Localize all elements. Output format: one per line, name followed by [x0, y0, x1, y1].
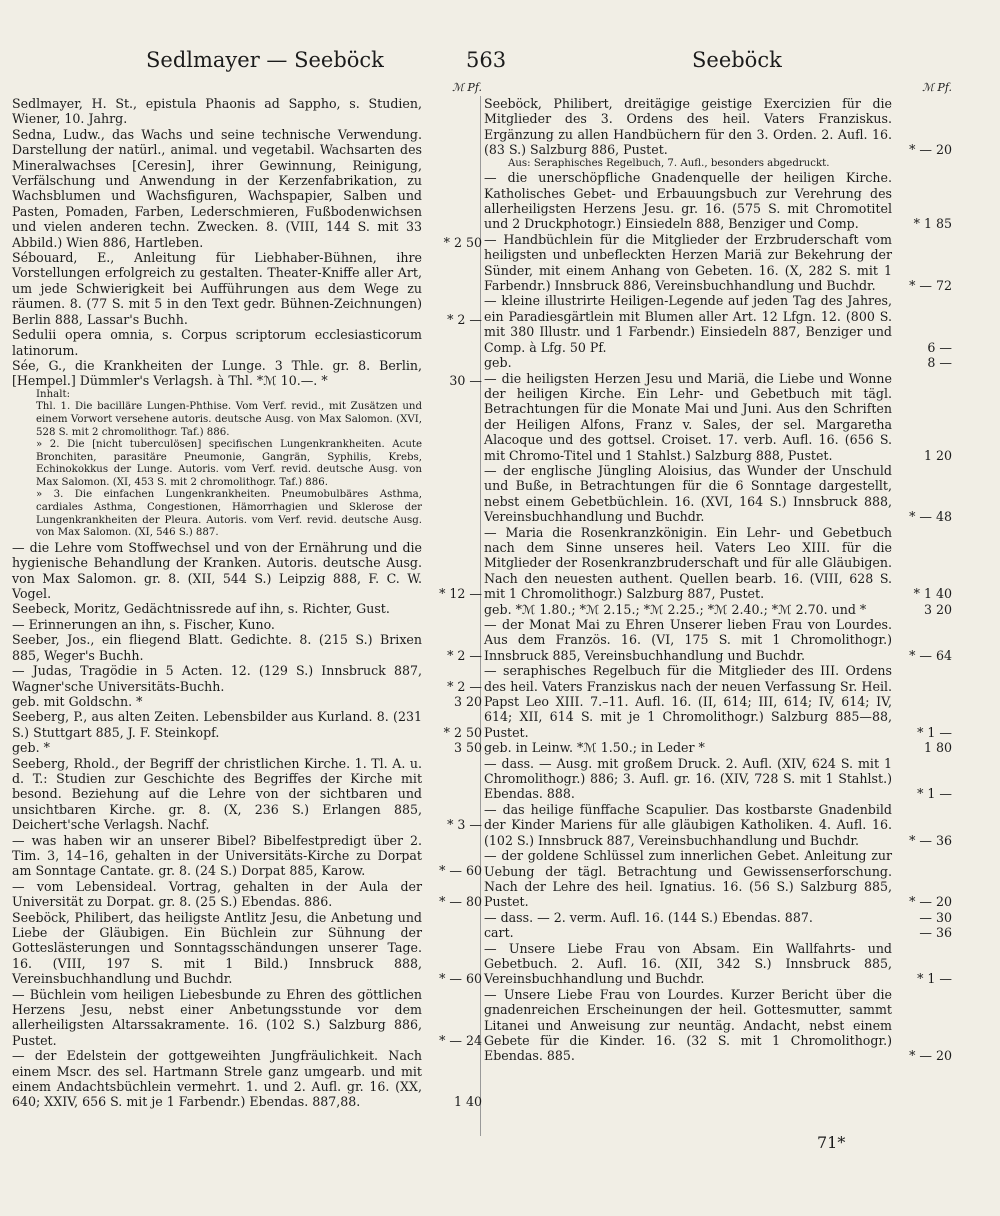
- entry-text: Sedulii opera omnia, s. Corpus scriptorum ecclesiasticorum latinorum.: [12, 327, 422, 358]
- catalog-entry: [12, 617, 482, 632]
- entry-price: * — 48: [909, 509, 952, 525]
- entry-text: Thl. 1. Die bacilläre Lungen-Phthise. Vom Verf. revid., mit Zusätzen und einem Vorwort versehene autoris. deutsche Ausg. von Max Salomon. (XVI, 528 S. mit 2 chromolithogr. Taf.) 886.: [36, 401, 422, 438]
- entry-text: Inhalt:: [36, 388, 71, 400]
- entry-price: * 2 50: [443, 724, 482, 740]
- catalog-entry: [12, 601, 482, 616]
- entry-price: * — 20: [909, 142, 952, 158]
- entry-price: 8 —: [927, 355, 952, 371]
- entry-text: » 3. Die einfachen Lungenkrankheiten. Pneumobulbäres Asthma, cardiales Asthma, Congestionen, Hämorrhagien und Sklerose der Lungenkrankheiten der Pleura. Autoris. vom Verf. revid. deutsche Ausg. von Max Salomon. (XI, 546 S.) 887.: [36, 489, 422, 539]
- catalog-entry: [12, 833, 482, 879]
- entry-text: — dass. — Ausg. mit großem Druck. 2. Aufl. (XIV, 624 S. mit 1 Chromolithogr.) 886; 3. Aufl. gr. 16. (XIV, 728 S. mit 1 Stahlst.) Ebendas. 888.: [484, 755, 892, 802]
- entry-price: 30 —: [449, 373, 482, 389]
- catalog-entry: [484, 525, 952, 602]
- catalog-entry: [484, 170, 952, 232]
- entry-text: Sedlmayer, H. St., epistula Phaonis ad Sappho, s. Studien, Wiener, 10. Jahrg.: [12, 96, 422, 127]
- entry-text: — das heilige fünffache Scapulier. Das kostbarste Gnadenbild der Kinder Mariens für alle gläubigen Katholiken. 4. Aufl. 16. (102 S.) Innsbruck 887, Vereinsbuchhandlung und Buchdr.: [484, 801, 892, 848]
- entry-price: 3 20: [923, 601, 952, 617]
- entry-price: 3 50: [453, 740, 482, 756]
- entry-text: — Unsere Liebe Frau von Lourdes. Kurzer Bericht über die gnadenreichen Erscheinungen der heil. Gottesmutter, sammt Litanei und Anweisung zur neuntäg. Andacht, nebst einem Gebete für die Kinder. 16. (32 S. mit 1 Chromolithogr.) Ebendas. 885.: [484, 986, 892, 1064]
- catalog-entry: [484, 617, 952, 663]
- entry-text: geb. *: [12, 740, 50, 756]
- catalog-entry: [12, 740, 482, 755]
- entry-price: * — 60: [439, 971, 482, 987]
- catalog-entry: [12, 987, 482, 1049]
- catalog-entry: [12, 358, 482, 389]
- catalog-entry: [12, 489, 482, 539]
- entry-text: — Büchlein vom heiligen Liebesbunde zu Ehren des göttlichen Herzens Jesu, nebst einer Anbetungsstunde vor dem allerheiligsten Altarssakramente. 16. (102 S.) Salzburg 886, Pustet.: [12, 986, 422, 1048]
- catalog-entry: [484, 925, 952, 940]
- entry-price: * 3 —: [447, 817, 482, 833]
- catalog-entry: [484, 232, 952, 294]
- entry-price: * — 20: [909, 894, 952, 910]
- running-head-left: Sedlmayer — Seeböck: [146, 48, 384, 72]
- entry-text: — seraphisches Regelbuch für die Mitglieder des III. Ordens des heil. Vaters Franziskus nach der neuen Verfassung Sr. Heil. Papst Leo XIII. 7.–11. Aufl. 16. (II, 614; III, 614; IV, 614; IV, 614; XII, 614 S. mit je 1 Chromolithogr.) Salzburg 885—88, Pustet.: [484, 663, 892, 740]
- catalog-entry: [484, 355, 952, 370]
- entry-text: — dass. — 2. verm. Aufl. 16. (144 S.) Ebendas. 887.: [484, 909, 813, 925]
- catalog-entry: [484, 96, 952, 158]
- entry-price: * — 20: [909, 1048, 952, 1064]
- catalog-entry: [12, 709, 482, 740]
- entry-text: — Maria die Rosenkranzkönigin. Ein Lehr- und Gebetbuch nach dem Sinne unseres heil. Vaters Leo XIII. für die Mitglieder der Rosenkranzbruderschaft und für alle Gläubigen. Nach den neuesten authent. Quellen bearb. 16. (VIII, 628 S. mit 1 Chromolithogr.) Salzburg 887, Pustet.: [484, 524, 892, 602]
- entry-price: * 1 —: [917, 971, 952, 987]
- entry-text: Seebeck, Moritz, Gedächtnissrede auf ihn, s. Richter, Gust.: [12, 601, 390, 617]
- catalog-entry: [12, 540, 482, 602]
- entry-text: — vom Lebensideal. Vortrag, gehalten in der Aula der Universität zu Dorpat. gr. 8. (25 S.) Ebendas. 886.: [12, 878, 422, 910]
- entry-text: — kleine illustrirte Heiligen-Legende auf jeden Tag des Jahres, ein Paradiesgärtlein mit Blumen aller Art. 12 Lfgn. 12. (800 S. mit 380 Illustr. und 1 Farbendr.) Einsiedeln 887, Benziger und Comp. à Lfg. 50 Pf.: [484, 293, 892, 355]
- entry-text: — der englische Jüngling Aloisius, das Wunder der Unschuld und Buße, in Betrachtungen für die 6 Sonntage dargestellt, nebst einem Gebetbüchlein. 16. (XVI, 164 S.) Innsbruck 888, Vereinsbuchhandlung und Buchdr.: [484, 462, 892, 525]
- entry-price: * 1 —: [917, 786, 952, 802]
- catalog-entry: [12, 96, 482, 127]
- entry-price: * 1 85: [913, 216, 952, 232]
- entry-text: geb.: [484, 355, 512, 371]
- catalog-entry: [12, 389, 482, 402]
- entry-price: * 2 —: [447, 678, 482, 694]
- entry-price: 1 20: [923, 447, 952, 463]
- entry-price: * 2 —: [447, 647, 482, 663]
- entry-text: — der goldene Schlüssel zum innerlichen Gebet. Anleitung zur Uebung der tägl. Betrachtung und Gewissenserforschung. Nach der Lehre des heil. Ignatius. 16. (56 S.) Salzburg 885, Pustet.: [484, 848, 892, 910]
- entry-price: 6 —: [927, 339, 952, 355]
- catalog-entry: [484, 756, 952, 802]
- currency-label: ℳ Pf.: [452, 81, 482, 94]
- catalog-entry: [12, 127, 482, 250]
- entry-price: * 1 40: [913, 586, 952, 602]
- catalog-entry: [12, 879, 482, 910]
- catalog-entry: [12, 663, 482, 694]
- currency-header-left: [12, 80, 482, 96]
- entry-text: geb. in Leinw. *ℳ 1.50.; in Leder *: [484, 740, 705, 756]
- entry-text: geb. mit Goldschn. *: [12, 693, 143, 709]
- entry-price: — 36: [919, 925, 952, 941]
- entry-text: — Judas, Tragödie in 5 Acten. 12. (129 S.) Innsbruck 887, Wagner'sche Universitäts-Buchh.: [12, 663, 422, 694]
- entry-text: Seeber, Jos., ein fliegend Blatt. Gedichte. 8. (215 S.) Brixen 885, Weger's Buchh.: [12, 632, 422, 663]
- entry-text: — Erinnerungen an ihn, s. Fischer, Kuno.: [12, 616, 275, 632]
- entry-text: » 2. Die [nicht tuberculösen] specifischen Lungenkrankheiten. Acute Bronchiten, parasitäre Pneumonie, Gangrän, Syphilis, Krebs, Echinokokkus der Lunge. Autoris. vom Verf. revid. deutsche Ausg. von Max Salomon. (XI, 453 S. mit 2 chromolithogr. Taf.) 886.: [36, 439, 422, 488]
- left-column: [12, 80, 482, 1110]
- catalog-entry: [484, 158, 952, 171]
- catalog-entry: [484, 371, 952, 463]
- entry-text: Aus: Seraphisches Regelbuch, 7. Aufl., besonders abgedruckt.: [508, 157, 830, 169]
- entry-price: * 2 —: [447, 311, 482, 327]
- entry-text: cart.: [484, 925, 514, 941]
- catalog-entry: [484, 663, 952, 740]
- entry-price: 3 20: [453, 693, 482, 709]
- entry-price: 1 40: [453, 1094, 482, 1110]
- entry-price: * — 80: [439, 894, 482, 910]
- entry-price: * — 72: [909, 278, 952, 294]
- catalog-entry: [12, 694, 482, 709]
- signature-mark: 71*: [817, 1133, 846, 1152]
- entry-text: Seeberg, P., aus alten Zeiten. Lebensbilder aus Kurland. 8. (231 S.) Stuttgart 885, J. F. Steinkopf.: [12, 709, 422, 740]
- catalog-entry: [12, 401, 482, 439]
- entry-price: * — 24: [439, 1032, 482, 1048]
- entry-text: — die unerschöpfliche Gnadenquelle der heiligen Kirche. Katholisches Gebet- und Erbauungsbuch zur Verehrung des allerheiligsten Herzens Jesu. gr. 16. (575 S. mit Chromotitel und 2 Druckphotogr.) Einsiedeln 888, Benziger und Comp.: [484, 170, 892, 232]
- catalog-entry: [12, 439, 482, 489]
- entry-text: Seeböck, Philibert, das heiligste Antlitz Jesu, die Anbetung und Liebe der Gläubigen. Ein Büchlein zur Sühnung der Gotteslästerungen und Sonntagsschändungen unserer Tage. 16. (VIII, 197 S. mit 1 Bild.) Innsbruck 888, Vereinsbuchhandlung und Buchdr.: [12, 909, 422, 987]
- catalog-entry: [484, 802, 952, 848]
- catalog-entry: [12, 632, 482, 663]
- catalog-entry: [484, 987, 952, 1064]
- entry-text: — die Lehre vom Stoffwechsel und von der Ernährung und die hygienische Behandlung der Kranken. Autoris. deutsche Ausg. von Max Salomon. gr. 8. (XII, 544 S.) Leipzig 888, F. C. W. Vogel.: [12, 539, 422, 602]
- entry-price: * — 64: [909, 647, 952, 663]
- catalog-entry: [484, 463, 952, 525]
- entry-price: * 1 —: [917, 724, 952, 740]
- catalog-entry: [12, 250, 482, 327]
- running-head-right: Seeböck: [692, 48, 782, 72]
- entry-text: — der Monat Mai zu Ehren Unserer lieben Frau von Lourdes. Aus dem Französ. 16. (VI, 175 S. mit 1 Chromolithogr.) Innsbruck 885, Vereinsbuchhandlung und Buchdr.: [484, 617, 892, 663]
- entry-price: * 12 —: [439, 586, 482, 602]
- currency-header-right: [484, 80, 952, 96]
- page-number: 563: [466, 48, 507, 72]
- entry-price: * 2 50: [443, 234, 482, 250]
- entry-text: geb. *ℳ 1.80.; *ℳ 2.15.; *ℳ 2.25.; *ℳ 2.40.; *ℳ 2.70. und *: [484, 601, 867, 617]
- catalog-entry: [484, 602, 952, 617]
- entry-text: Seeberg, Rhold., der Begriff der christlichen Kirche. 1. Tl. A. u. d. T.: Studien zur Geschichte des Begriffes der Kirche mit besond. Beziehung auf die Lehre von der sichtbaren und unsichtbaren Kirche. gr. 8. (X, 236 S.) Erlangen 885, Deichert'sche Verlagsh. Nachf.: [12, 755, 422, 833]
- entry-price: * — 60: [439, 863, 482, 879]
- catalog-entry: [484, 941, 952, 987]
- entry-price: 1 80: [923, 740, 952, 756]
- entry-text: — Handbüchlein für die Mitglieder der Erzbruderschaft vom heiligsten und unbefleckten Herzen Mariä zur Bekehrung der Sünder, mit einem Anhang von Gebeten. 16. (X, 282 S. mit 1 Farbendr.) Innsbruck 886, Vereinsbuchhandlung und Buchdr.: [484, 231, 892, 294]
- currency-label: ℳ Pf.: [922, 81, 952, 94]
- entry-text: Sedna, Ludw., das Wachs und seine technische Verwendung. Darstellung der natürl., animal. und vegetabil. Wachsarten des Mineralwachses [Ceresin], ihrer Gewinnung, Reinigung, Verfälschung und Anwendung in der Kerzenfabrikation, zu Wachsblumen und Wachsfiguren, Wachspapier, Salben und Pasten, Pomaden, Farben, Lederschmieren, Fußbodenwichsen und vielen anderen techn. Zwecken. 8. (VIII, 144 S. mit 33 Abbild.) Wien 886, Hartleben.: [12, 126, 422, 250]
- catalog-entry: [484, 293, 952, 355]
- catalog-entry: [12, 756, 482, 833]
- catalog-entry: [484, 740, 952, 755]
- catalog-entry: [12, 910, 482, 987]
- entry-text: — der Edelstein der gottgeweihten Jungfräulichkeit. Nach einem Mscr. des sel. Hartmann Strele ganz umgearb. und mit einem Andachtsbüchlein vermehrt. 1. und 2. Aufl. gr. 16. (XX, 640; XXIV, 656 S. mit je 1 Farbendr.) Ebendas. 887,88.: [12, 1048, 422, 1110]
- entry-price: * — 36: [909, 832, 952, 848]
- entry-text: — die heiligsten Herzen Jesu und Mariä, die Liebe und Wonne der heiligen Kirche. Ein Lehr- und Gebetbuch mit tägl. Betrachtungen für die Monate Mai und Juni. Aus den Schriften der Heiligen Alfons, Franz v. Sales, der sel. Margaretha Alacoque und des gottsel. Croiset. 17. verb. Aufl. 16. (656 S. mit Chromo-Titel und 1 Stahlst.) Salzburg 888, Pustet.: [484, 370, 892, 463]
- entry-text: Seeböck, Philibert, dreitägige geistige Exercizien für die Mitglieder des 3. Ordens des heil. Vaters Franziskus. Ergänzung zu allen Handbüchern für den 3. Orden. 2. Aufl. 16. (83 S.) Salzburg 886, Pustet.: [484, 96, 892, 158]
- entry-text: Sébouard, E., Anleitung für Liebhaber-Bühnen, ihre Vorstellungen erfolgreich zu gestalten. Theater-Kniffe aller Art, um jede Schwierigkeit bei Aufführungen aus dem Wege zu räumen. 8. (77 S. mit 5 in den Text gedr. Bühnen-Zeichnungen) Berlin 888, Lassar's Buchh.: [12, 250, 422, 327]
- entry-text: — was haben wir an unserer Bibel? Bibelfestpredigt über 2. Tim. 3, 14–16, gehalten in der Universitäts-Kirche zu Dorpat am Sonntage Cantate. gr. 8. (24 S.) Dorpat 885, Karow.: [12, 832, 422, 879]
- right-column: [484, 80, 952, 1064]
- entry-price: — 30: [919, 909, 952, 925]
- entry-text: — Unsere Liebe Frau von Absam. Ein Wallfahrts- und Gebetbuch. 2. Aufl. 16. (XII, 342 S.) Innsbruck 885, Vereinsbuchhandlung und Buchdr.: [484, 940, 892, 987]
- entry-text: Sée, G., die Krankheiten der Lunge. 3 Thle. gr. 8. Berlin, [Hempel.] Dümmler's Verlagsh. à Thl. *ℳ 10.—. *: [12, 357, 422, 389]
- catalog-entry: [484, 910, 952, 925]
- catalog-entry: [12, 327, 482, 358]
- catalog-entry: [12, 1048, 482, 1110]
- catalog-entry: [484, 848, 952, 910]
